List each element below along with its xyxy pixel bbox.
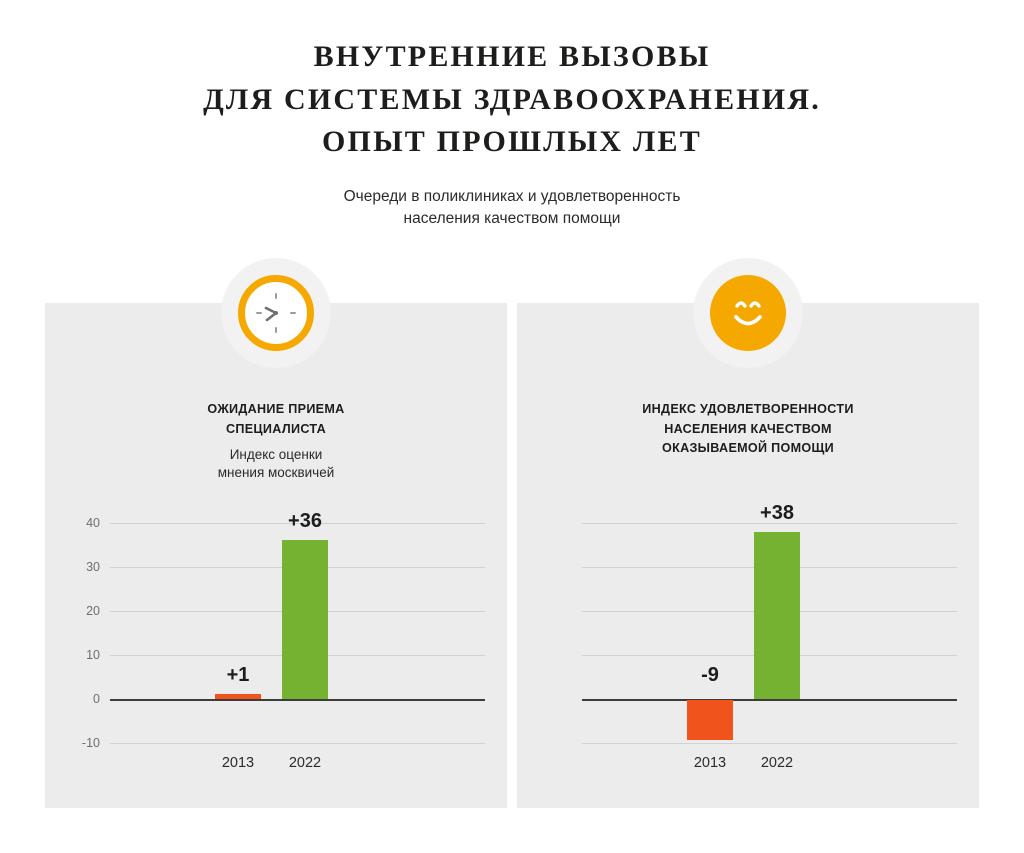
- page-title: [102, 36, 922, 164]
- ytick-0: 0: [93, 692, 100, 706]
- page-title-line-2: ДЛЯ СИСТЕМЫ ЗДРАВООХРАНЕНИЯ.: [203, 82, 821, 116]
- panel-satisfaction: [517, 303, 979, 808]
- bar-label-2013: +1: [226, 664, 250, 686]
- gridline-minus10: [110, 743, 485, 744]
- bar-label-2022: +36: [288, 510, 322, 532]
- axis-zero-line: [110, 699, 485, 701]
- chart-wait-time-xlabels: [110, 755, 485, 777]
- page-subtitle-line-1: Очереди в поликлиниках и удовлетворенность: [343, 187, 681, 205]
- page-subtitle: [0, 186, 1024, 230]
- clock-badge: [221, 258, 331, 368]
- panel-satisfaction-heads: [517, 400, 979, 459]
- axis-zero-line: [582, 699, 957, 701]
- panel-satisfaction-title-line-1: ИНДЕКС УДОВЛЕТВОРЕННОСТИ: [642, 402, 854, 416]
- panel-wait-time-subtitle-line-1: Индекс оценки: [229, 447, 323, 463]
- bar-2013: [687, 700, 733, 740]
- gridline-minus10: [582, 743, 957, 744]
- chart-wait-time: [45, 503, 507, 808]
- page-subtitle-line-2: населения качеством помощи: [403, 209, 621, 227]
- ytick-40: 40: [86, 516, 100, 530]
- panel-wait-time-title-line-1: ОЖИДАНИЕ ПРИЕМА: [207, 402, 345, 416]
- chart-satisfaction: [517, 503, 979, 808]
- xlabel-2022: 2022: [760, 755, 794, 771]
- panel-wait-time-heads: [45, 400, 507, 482]
- ytick-minus10: -10: [81, 736, 100, 750]
- xlabel-2013: 2013: [693, 755, 727, 771]
- panel-wait-time-subtitle-line-2: мнения москвичей: [217, 465, 335, 481]
- chart-satisfaction-xlabels: [582, 755, 957, 777]
- page-title-line-1: ВНУТРЕННИЕ ВЫЗОВЫ: [313, 40, 711, 73]
- ytick-30: 30: [86, 560, 100, 574]
- panel-wait-time-title: [45, 400, 507, 439]
- panel-satisfaction-title-line-2: НАСЕЛЕНИЯ КАЧЕСТВОМ: [664, 421, 832, 436]
- panel-satisfaction-title: [517, 400, 979, 459]
- xlabel-2013: 2013: [221, 755, 255, 771]
- bar-label-2013: -9: [701, 664, 719, 686]
- panel-wait-time: [45, 303, 507, 808]
- chart-satisfaction-plot: [582, 502, 957, 743]
- panel-wait-time-subtitle: [45, 446, 507, 482]
- bar-2022: [282, 540, 328, 699]
- panels-container: [45, 303, 979, 808]
- ytick-10: 10: [86, 648, 100, 662]
- chart-wait-time-plot: [81, 510, 485, 750]
- bar-2022: [754, 532, 800, 699]
- smiley-badge: [693, 258, 803, 368]
- ytick-20: 20: [86, 604, 100, 618]
- panel-wait-time-title-line-2: СПЕЦИАЛИСТА: [225, 421, 326, 436]
- page-header: [0, 0, 1024, 230]
- page-title-line-3: ОПЫТ ПРОШЛЫХ ЛЕТ: [322, 125, 702, 159]
- clock-icon: [238, 275, 314, 351]
- xlabel-2022: 2022: [288, 755, 322, 771]
- bar-label-2022: +38: [760, 502, 794, 524]
- smiley-icon: [710, 275, 786, 351]
- bar-2013: [215, 694, 261, 699]
- panel-satisfaction-title-line-3: ОКАЗЫВАЕМОЙ ПОМОЩИ: [661, 441, 834, 456]
